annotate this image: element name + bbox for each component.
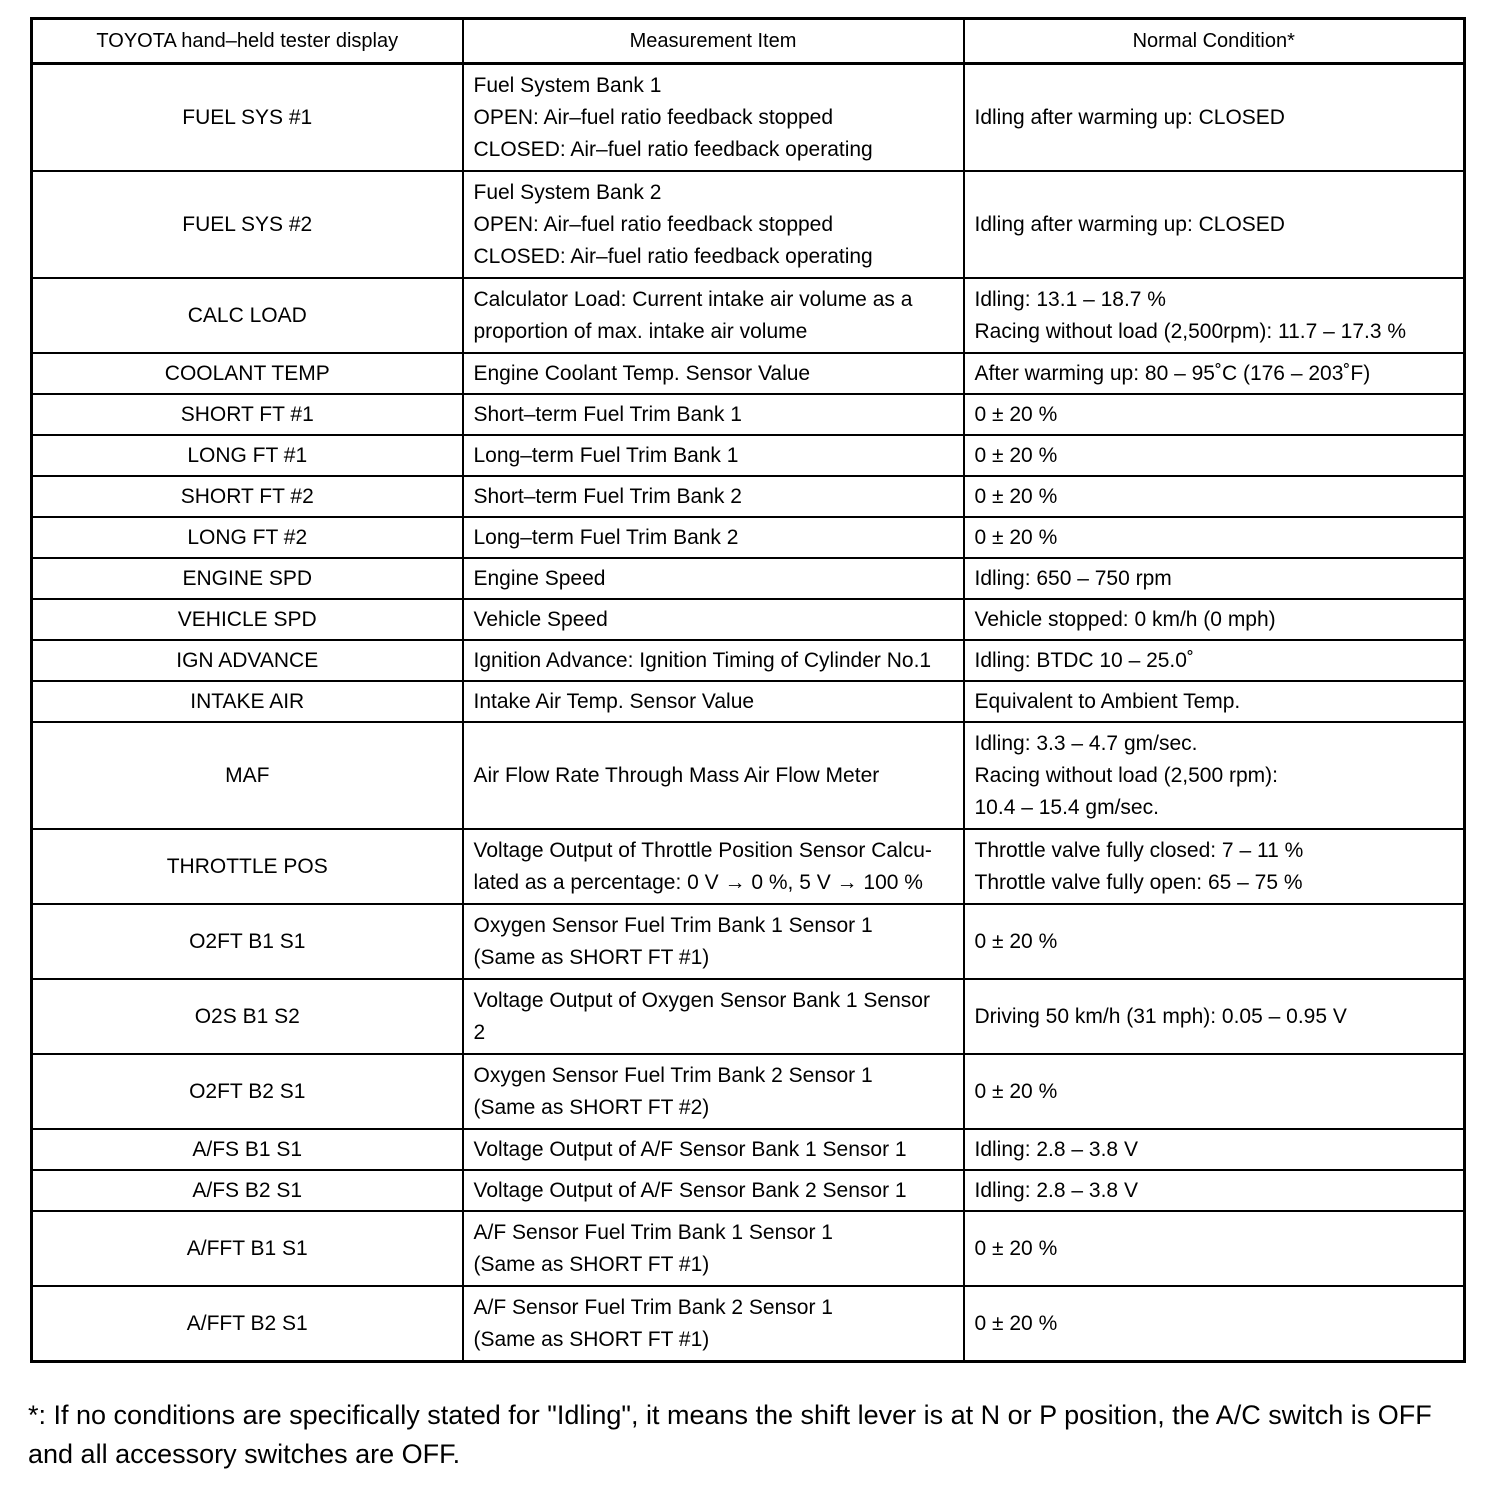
normal-condition-cell xyxy=(964,829,1465,904)
normal-condition-line: Idling: 13.1 – 18.7 % xyxy=(974,287,1166,311)
tester-display-cell: O2FT B2 S1 xyxy=(32,1054,463,1129)
measurement-line: (Same as SHORT FT #1) xyxy=(473,1327,710,1351)
normal-condition-line: 0 ± 20 % xyxy=(974,1236,1058,1260)
normal-condition-cell xyxy=(964,394,1465,435)
tester-display-cell: A/FS B1 S1 xyxy=(32,1129,463,1170)
measurement-item-cell xyxy=(463,1129,964,1170)
measurement-line: 2 xyxy=(473,1020,486,1044)
table-row xyxy=(32,599,1465,640)
measurement-line: proportion of max. intake air volume xyxy=(473,319,808,343)
normal-condition-line: Driving 50 km/h (31 mph): 0.05 – 0.95 V xyxy=(974,1004,1347,1028)
measurement-line: Ignition Advance: Ignition Timing of Cylinder No.1 xyxy=(473,648,932,672)
table-row xyxy=(32,1211,1465,1286)
data-monitor-table xyxy=(30,17,1466,1363)
table-row xyxy=(32,1286,1465,1362)
table-row xyxy=(32,1170,1465,1211)
measurement-item-cell xyxy=(463,517,964,558)
table-row xyxy=(32,353,1465,394)
normal-condition-cell xyxy=(964,722,1465,829)
measurement-line: lated as a percentage: 0 V → 0 %, 5 V → 100 % xyxy=(473,870,923,894)
tester-display-cell: A/FS B2 S1 xyxy=(32,1170,463,1211)
table-row xyxy=(32,64,1465,172)
normal-condition-cell xyxy=(964,171,1465,278)
table-row xyxy=(32,722,1465,829)
header-normal-condition: Normal Condition* xyxy=(964,19,1465,64)
measurement-line: CLOSED: Air–fuel ratio feedback operating xyxy=(473,137,873,161)
measurement-line: Vehicle Speed xyxy=(473,607,608,631)
measurement-item-cell xyxy=(463,904,964,979)
normal-condition-cell xyxy=(964,1286,1465,1362)
normal-condition-line: Idling: 650 – 750 rpm xyxy=(974,566,1172,590)
normal-condition-line: 10.4 – 15.4 gm/sec. xyxy=(974,795,1159,819)
normal-condition-line: Idling: 2.8 – 3.8 V xyxy=(974,1137,1138,1161)
tester-display-cell: VEHICLE SPD xyxy=(32,599,463,640)
normal-condition-cell xyxy=(964,1211,1465,1286)
normal-condition-cell xyxy=(964,278,1465,353)
measurement-line: Short–term Fuel Trim Bank 1 xyxy=(473,402,742,426)
measurement-line: Air Flow Rate Through Mass Air Flow Meter xyxy=(473,763,880,787)
measurement-line: OPEN: Air–fuel ratio feedback stopped xyxy=(473,212,834,236)
normal-condition-line: Idling after warming up: CLOSED xyxy=(974,105,1285,129)
table-body xyxy=(32,64,1465,1362)
measurement-line: Short–term Fuel Trim Bank 2 xyxy=(473,484,742,508)
normal-condition-line: Equivalent to Ambient Temp. xyxy=(974,689,1241,713)
tester-display-cell: CALC LOAD xyxy=(32,278,463,353)
tester-display-cell: O2FT B1 S1 xyxy=(32,904,463,979)
table-row xyxy=(32,476,1465,517)
measurement-item-cell xyxy=(463,1054,964,1129)
table-row xyxy=(32,394,1465,435)
normal-condition-line: 0 ± 20 % xyxy=(974,1079,1058,1103)
normal-condition-line: Idling after warming up: CLOSED xyxy=(974,212,1285,236)
normal-condition-cell xyxy=(964,353,1465,394)
measurement-item-cell xyxy=(463,640,964,681)
tester-display-cell: INTAKE AIR xyxy=(32,681,463,722)
tester-display-cell: ENGINE SPD xyxy=(32,558,463,599)
measurement-line: (Same as SHORT FT #1) xyxy=(473,1252,710,1276)
normal-condition-line: Idling: BTDC 10 – 25.0˚ xyxy=(974,648,1194,672)
measurement-item-cell xyxy=(463,599,964,640)
tester-display-cell: LONG FT #1 xyxy=(32,435,463,476)
measurement-line: Calculator Load: Current intake air volume as a xyxy=(473,287,913,311)
measurement-item-cell xyxy=(463,1170,964,1211)
normal-condition-line: 0 ± 20 % xyxy=(974,443,1058,467)
normal-condition-line: 0 ± 20 % xyxy=(974,1311,1058,1335)
measurement-line: CLOSED: Air–fuel ratio feedback operating xyxy=(473,244,873,268)
normal-condition-line: Throttle valve fully closed: 7 – 11 % xyxy=(974,838,1304,862)
measurement-item-cell xyxy=(463,394,964,435)
measurement-item-cell xyxy=(463,829,964,904)
normal-condition-cell xyxy=(964,1129,1465,1170)
table-header-row xyxy=(32,19,1465,64)
table-row xyxy=(32,1129,1465,1170)
normal-condition-line: 0 ± 20 % xyxy=(974,402,1058,426)
normal-condition-cell xyxy=(964,1054,1465,1129)
measurement-line: A/F Sensor Fuel Trim Bank 2 Sensor 1 xyxy=(473,1295,833,1319)
measurement-line: Engine Speed xyxy=(473,566,606,590)
table-row xyxy=(32,681,1465,722)
tester-display-cell: FUEL SYS #2 xyxy=(32,171,463,278)
table-row xyxy=(32,979,1465,1054)
measurement-line: Long–term Fuel Trim Bank 2 xyxy=(473,525,739,549)
table-row xyxy=(32,829,1465,904)
table-row xyxy=(32,171,1465,278)
measurement-item-cell xyxy=(463,558,964,599)
normal-condition-cell xyxy=(964,681,1465,722)
measurement-line: A/F Sensor Fuel Trim Bank 1 Sensor 1 xyxy=(473,1220,833,1244)
tester-display-cell: LONG FT #2 xyxy=(32,517,463,558)
normal-condition-line: 0 ± 20 % xyxy=(974,929,1058,953)
normal-condition-line: Throttle valve fully open: 65 – 75 % xyxy=(974,870,1303,894)
measurement-line: Intake Air Temp. Sensor Value xyxy=(473,689,755,713)
measurement-item-cell xyxy=(463,171,964,278)
table-row xyxy=(32,904,1465,979)
tester-display-cell: A/FFT B2 S1 xyxy=(32,1286,463,1362)
normal-condition-cell xyxy=(964,904,1465,979)
table-row xyxy=(32,517,1465,558)
measurement-item-cell xyxy=(463,1286,964,1362)
normal-condition-line: 0 ± 20 % xyxy=(974,525,1058,549)
tester-display-cell: IGN ADVANCE xyxy=(32,640,463,681)
measurement-item-cell xyxy=(463,353,964,394)
measurement-line: Oxygen Sensor Fuel Trim Bank 2 Sensor 1 xyxy=(473,1063,873,1087)
normal-condition-cell xyxy=(964,599,1465,640)
footnote: *: If no conditions are specifically stated for "Idling", it means the shift lever is at N or P position, the A/C switch is OFF and all accessory switches are OFF. xyxy=(28,1400,1432,1469)
table-row xyxy=(32,558,1465,599)
measurement-line: OPEN: Air–fuel ratio feedback stopped xyxy=(473,105,834,129)
normal-condition-cell xyxy=(964,640,1465,681)
normal-condition-line: Idling: 3.3 – 4.7 gm/sec. xyxy=(974,731,1198,755)
normal-condition-cell xyxy=(964,979,1465,1054)
measurement-item-cell xyxy=(463,476,964,517)
measurement-line: (Same as SHORT FT #2) xyxy=(473,1095,710,1119)
normal-condition-cell xyxy=(964,517,1465,558)
tester-display-cell: SHORT FT #1 xyxy=(32,394,463,435)
normal-condition-cell xyxy=(964,64,1465,172)
measurement-line: (Same as SHORT FT #1) xyxy=(473,945,710,969)
normal-condition-line: After warming up: 80 – 95˚C (176 – 203˚F) xyxy=(974,361,1371,385)
measurement-line: Long–term Fuel Trim Bank 1 xyxy=(473,443,739,467)
measurement-line: Oxygen Sensor Fuel Trim Bank 1 Sensor 1 xyxy=(473,913,873,937)
tester-display-cell: COOLANT TEMP xyxy=(32,353,463,394)
normal-condition-cell xyxy=(964,435,1465,476)
normal-condition-line: 0 ± 20 % xyxy=(974,484,1058,508)
table-row xyxy=(32,640,1465,681)
table-row xyxy=(32,435,1465,476)
normal-condition-line: Racing without load (2,500rpm): 11.7 – 17.3 % xyxy=(974,319,1407,343)
measurement-line: Fuel System Bank 2 xyxy=(473,180,662,204)
measurement-line: Voltage Output of Oxygen Sensor Bank 1 Sensor xyxy=(473,988,930,1012)
normal-condition-cell xyxy=(964,1170,1465,1211)
measurement-item-cell xyxy=(463,64,964,172)
header-measurement-item: Measurement Item xyxy=(463,19,964,64)
measurement-item-cell xyxy=(463,979,964,1054)
measurement-line: Voltage Output of Throttle Position Sensor Calcu- xyxy=(473,838,932,862)
measurement-item-cell xyxy=(463,278,964,353)
tester-display-cell: A/FFT B1 S1 xyxy=(32,1211,463,1286)
normal-condition-cell xyxy=(964,558,1465,599)
tester-display-cell: O2S B1 S2 xyxy=(32,979,463,1054)
normal-condition-cell xyxy=(964,476,1465,517)
table-row xyxy=(32,1054,1465,1129)
measurement-line: Engine Coolant Temp. Sensor Value xyxy=(473,361,811,385)
measurement-item-cell xyxy=(463,681,964,722)
measurement-item-cell xyxy=(463,1211,964,1286)
table-row xyxy=(32,278,1465,353)
tester-display-cell: MAF xyxy=(32,722,463,829)
measurement-line: Fuel System Bank 1 xyxy=(473,73,662,97)
header-tester-display: TOYOTA hand–held tester display xyxy=(32,19,463,64)
tester-display-cell: THROTTLE POS xyxy=(32,829,463,904)
measurement-item-cell xyxy=(463,722,964,829)
normal-condition-line: Idling: 2.8 – 3.8 V xyxy=(974,1178,1138,1202)
measurement-line: Voltage Output of A/F Sensor Bank 2 Sensor 1 xyxy=(473,1178,907,1202)
measurement-line: Voltage Output of A/F Sensor Bank 1 Sensor 1 xyxy=(473,1137,907,1161)
tester-display-cell: SHORT FT #2 xyxy=(32,476,463,517)
normal-condition-line: Racing without load (2,500 rpm): xyxy=(974,763,1278,787)
tester-display-cell: FUEL SYS #1 xyxy=(32,64,463,172)
normal-condition-line: Vehicle stopped: 0 km/h (0 mph) xyxy=(974,607,1276,631)
measurement-item-cell xyxy=(463,435,964,476)
